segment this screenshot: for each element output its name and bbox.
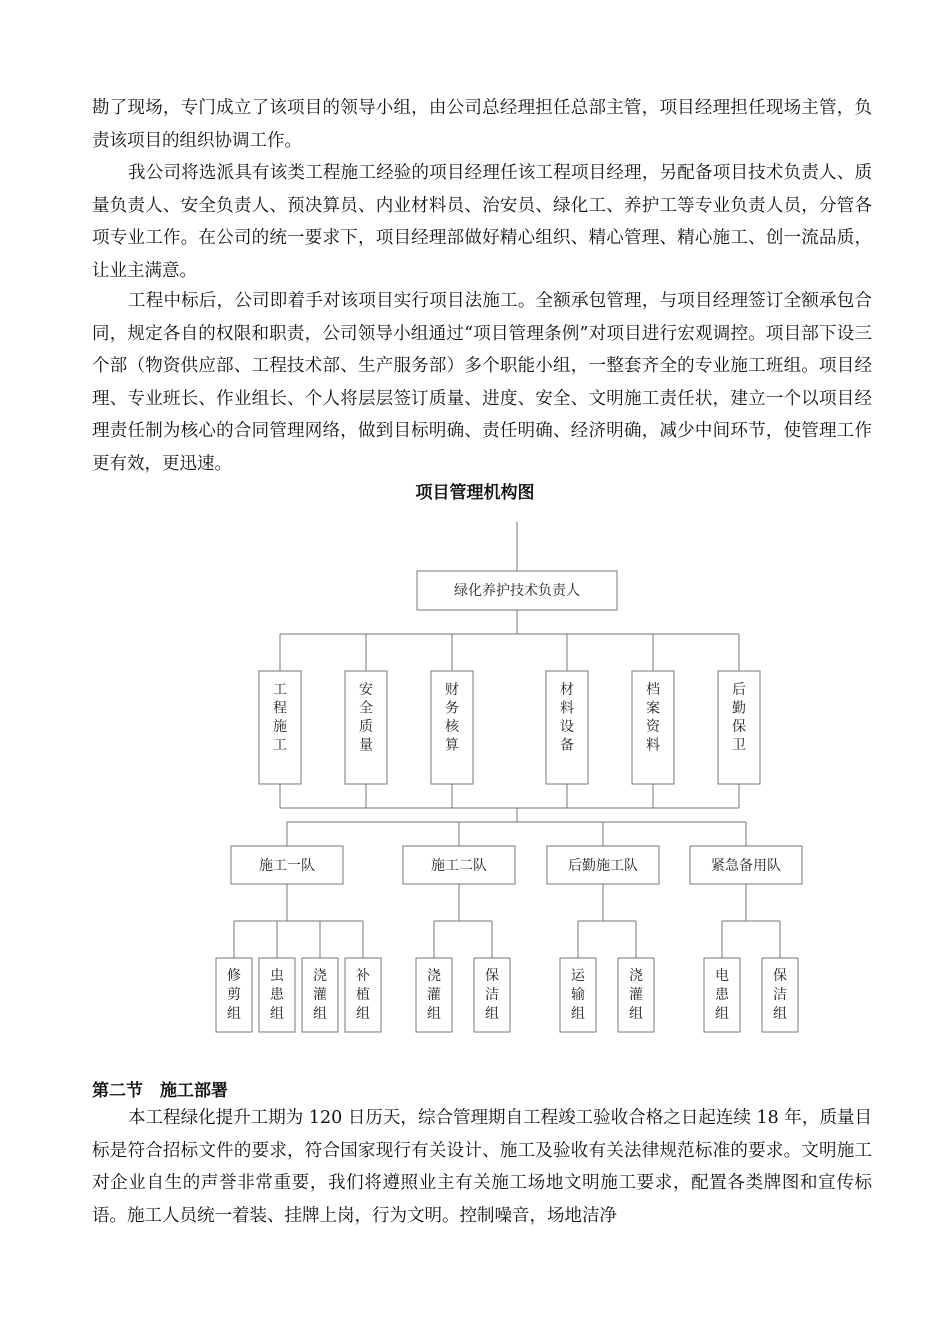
team-label: 施工二队 [431,858,487,874]
department-label: 财务核算 [445,682,459,754]
department-label: 安全质量 [359,682,373,754]
chart-title: 项目管理机构图 [415,483,535,503]
group-label: 浇灌组 [629,968,643,1022]
team-label: 施工一队 [259,858,315,874]
intro-paragraph-2: 我公司将选派具有该类工程施工经验的项目经理任该工程项目经理，另配备项目技术负责人、质量负责人、安全负责人、预决算员、内业材料员、治安员、绿化工、养护工等专业负责人员，分管各项专业工作。在公司的统一要求下，项目经理部做好精心组织、精心管理、精心施工、创一流品质，让业主满意。 [92,163,872,281]
intro-paragraph-3: 工程中标后，公司即着手对该项目实行项目法施工。全额承包管理，与项目经理签订全额承包合同，规定各自的权限和职责，公司领导小组通过“项目管理条例”对项目进行宏观调控。项目部下设三个部（物资供应部、工程技术部、生产服务部）多个职能小组，一整套齐全的专业施工班组。项目经理、专业班长、作业组长、个人将层层签订质量、进度、安全、文明施工责任状，建立一个以项目经理责任制为核心的合同管理网络，做到目标明确、责任明确、经济明确，减少中间环节，使管理工作更有效，更迅速。 [92,291,872,474]
root-label: 绿化养护技术负责人 [454,583,580,599]
group-label: 电患组 [715,968,729,1022]
intro-paragraph-1: 勘了现场，专门成立了该项目的领导小组，由公司总经理担任总部主管，项目经理担任现场主管，负责该项目的组织协调工作。 [92,98,872,151]
group-label: 运输组 [571,968,585,1022]
team-label: 紧急备用队 [711,858,781,874]
group-label: 补植组 [356,968,370,1022]
department-label: 工程施工 [273,682,287,754]
group-label: 浇灌组 [313,968,327,1022]
group-label: 浇灌组 [427,968,441,1022]
department-label: 档案资料 [646,682,660,754]
group-label: 保洁组 [485,968,499,1022]
group-label: 虫患组 [270,968,284,1022]
team-label: 后勤施工队 [568,858,638,874]
group-label: 保洁组 [773,968,787,1022]
department-label: 材料设备 [560,682,574,754]
group-label: 修剪组 [227,968,241,1022]
body-paragraph: 本工程绿化提升工期为 120 日历天，综合管理期自工程竣工验收合格之日起连续 18 年，质量目标是符合招标文件的要求，符合国家现行有关设计、施工及验收有关法律规范标准的要求。文明施工对企业自生的声誉非常重要，我们将遵照业主有关施工场地文明施工要求，配置各类牌图和宣传标语。施工人员统一着装、挂牌上岗，行为文明。控制噪音，场地洁净 [92,1108,872,1226]
department-label: 后勤保卫 [732,682,746,754]
section-heading: 第二节 施工部署 [92,1081,228,1101]
